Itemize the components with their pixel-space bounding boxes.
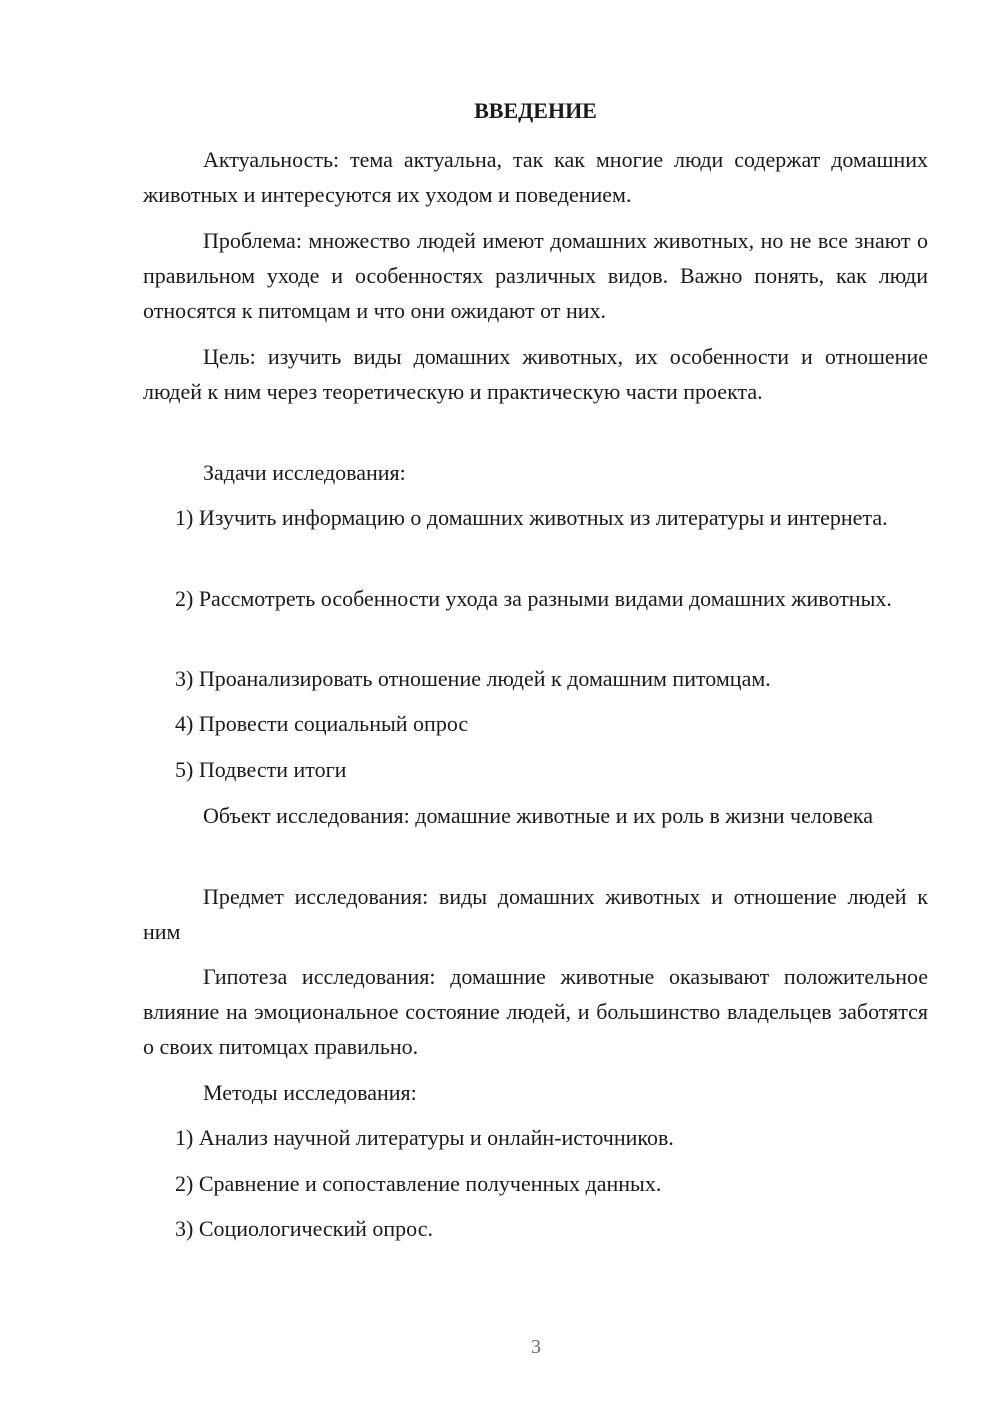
method-item-1: 1) Анализ научной литературы и онлайн-источников. <box>175 1125 674 1150</box>
section-heading: ВВЕДЕНИЕ <box>474 98 597 123</box>
subject-paragraph: Предмет исследования: виды домашних животных и отношение людей к ним <box>143 884 928 944</box>
method-item-3: 3) Социологический опрос. <box>175 1216 433 1241</box>
problem-paragraph: Проблема: множество людей имеют домашних животных, но не все знают о правильном уходе и особенностях различных видов. Важно понять, как люди относятся к питомцам и что они ожидают от них. <box>143 228 928 323</box>
method-item-2: 2) Сравнение и сопоставление полученных данных. <box>175 1171 662 1196</box>
hypothesis-paragraph: Гипотеза исследования: домашние животные оказывают положительное влияние на эмоциональное состояние людей, и большинство владельцев заботятся о своих питомцах правильно. <box>143 964 928 1059</box>
task-item-5: 5) Подвести итоги <box>175 757 347 782</box>
tasks-title: Задачи исследования: <box>203 460 406 485</box>
page-number: 3 <box>531 1336 541 1358</box>
task-item-2: 2) Рассмотреть особенности ухода за разными видами домашних животных. <box>175 586 892 611</box>
object-paragraph: Объект исследования: домашние животные и их роль в жизни человека <box>203 803 874 828</box>
task-item-4: 4) Провести социальный опрос <box>175 711 469 736</box>
methods-title: Методы исследования: <box>203 1080 417 1105</box>
task-item-1: 1) Изучить информацию о домашних животных из литературы и интернета. <box>175 505 888 530</box>
relevance-paragraph: Актуальность: тема актуальна, так как многие люди содержат домашних животных и интересуются их уходом и поведением. <box>143 147 928 207</box>
task-item-3: 3) Проанализировать отношение людей к домашним питомцам. <box>175 666 771 691</box>
goal-paragraph: Цель: изучить виды домашних животных, их особенности и отношение людей к ним через теоретическую и практическую части проекта. <box>143 344 928 404</box>
